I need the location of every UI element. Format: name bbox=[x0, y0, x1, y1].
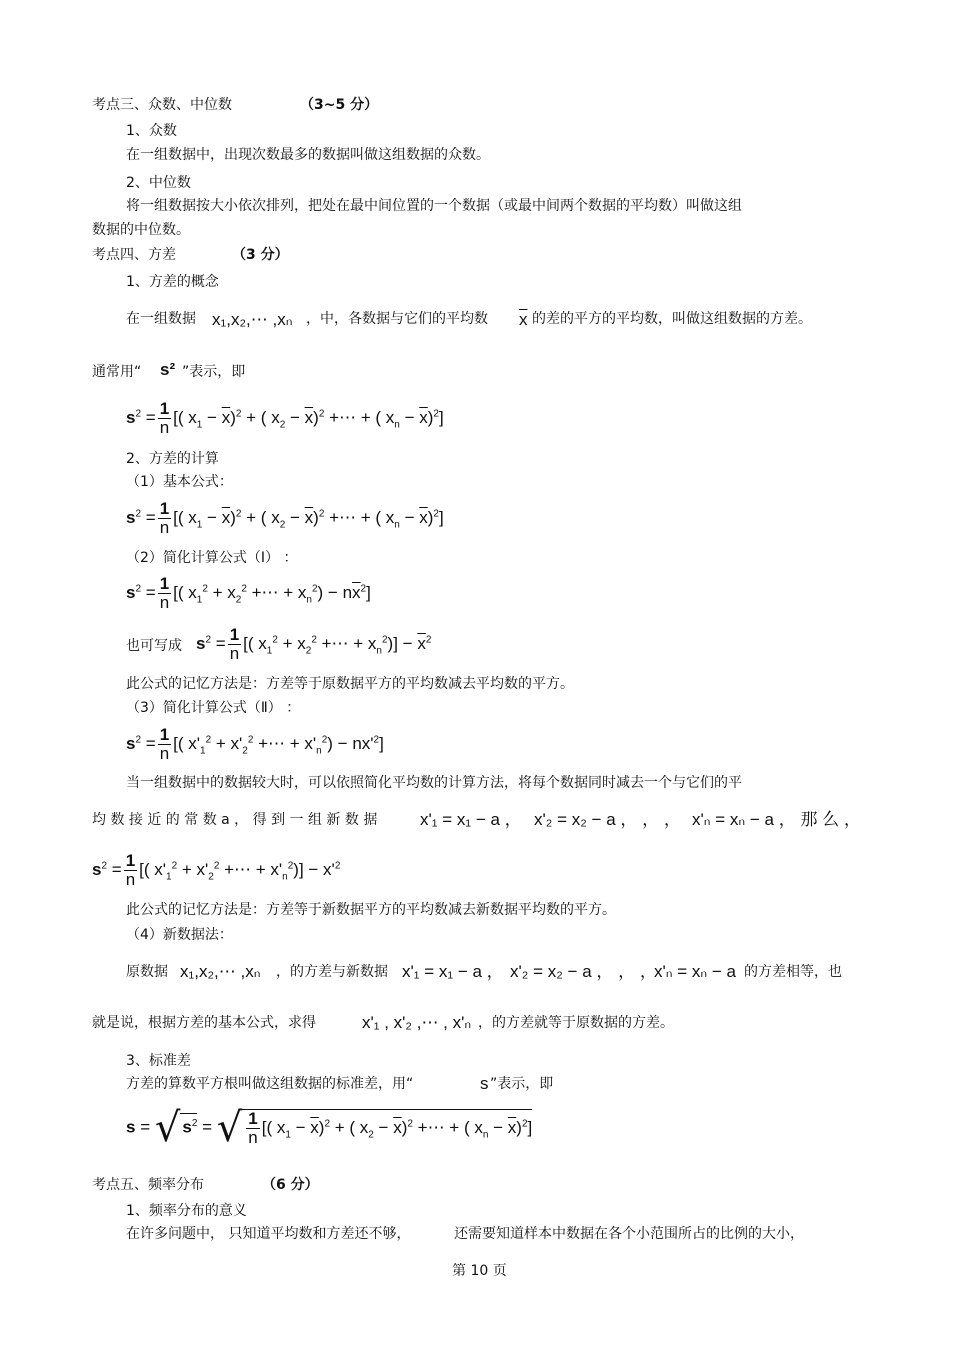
orig-seq: x₁,x₂,⋯ ,xₙ bbox=[180, 962, 261, 981]
freq-dist-text-b: 还需要知道样本中数据在各个小范围所占的比例的大小， bbox=[454, 1226, 804, 1242]
memo-2: 此公式的记忆方法是：方差等于新数据平方的平均数减去新数据平均数的平方。 bbox=[126, 902, 616, 918]
std-dev-text-b: ”表示，即 bbox=[490, 1076, 554, 1092]
memo-1: 此公式的记忆方法是：方差等于原数据平方的平均数减去平均数的平方。 bbox=[126, 676, 574, 692]
variance-formula-1: $s^2$ = $\frac{1}{n}$ [( $x_1 - \overline{x})^2$ + ( $x_2 - \overline{x})^2$ +⋯ + ( $x_n - \overline{x})^2$] bbox=[126, 399, 444, 437]
usual-text-a: 通常用“ bbox=[92, 364, 142, 380]
usual-text-b: ”表示，即 bbox=[182, 364, 246, 380]
section-4-score: （3 分） bbox=[232, 247, 289, 263]
page-number: 第 10 页 bbox=[452, 1263, 507, 1279]
mode-text: 在一组数据中，出现次数最多的数据叫做这组数据的众数。 bbox=[126, 147, 490, 163]
say-seq: x'₁ , x'₂ ,⋯ , x'ₙ bbox=[362, 1013, 472, 1032]
orig-eq-3: x'ₙ = xₙ − a bbox=[654, 962, 736, 981]
variance-calc-title: 2、方差的计算 bbox=[126, 451, 219, 467]
std-dev-sym: s bbox=[480, 1074, 489, 1093]
freq-dist-title: 1、频率分布的意义 bbox=[126, 1203, 247, 1219]
say-text-a: 就是说，根据方差的基本公式，求得 bbox=[92, 1015, 316, 1031]
std-dev-formula: s = √ $s^2$ = √ $\frac{1}{n}$ [( $x_1 - \overline{x})^2$ + ( $x_2 - \overline{x})^2$ +⋯ + ( $x_n - \overline{x})^2$] bbox=[126, 1105, 533, 1151]
basic-formula-label: （1）基本公式： bbox=[126, 474, 233, 490]
orig-eq-1: x'₁ = x₁ − a ， bbox=[402, 962, 504, 981]
large-data-xnp: x'ₙ = xₙ − a ， 那 么 ， bbox=[692, 810, 861, 829]
median-text-a: 将一组数据按大小依次排列，把处在最中间位置的一个数据（或最中间两个数据的平均数）叫做这组 bbox=[126, 198, 742, 214]
variance-concept-seq: x₁,x₂,⋯ ,xₙ bbox=[212, 310, 293, 329]
variance-formula-new: $s^2$ = $\frac{1}{n}$ [( $x'_1^2 + x'_2^2$ +⋯ + $x'_n^2)] - x'^2$ bbox=[92, 851, 341, 889]
section-3-heading: 考点三、众数、中位数 bbox=[92, 97, 232, 113]
orig-text-b: ，的方差与新数据 bbox=[276, 964, 388, 980]
section-5-score: （6 分） bbox=[262, 1177, 319, 1193]
std-dev-title: 3、标准差 bbox=[126, 1053, 191, 1069]
orig-eq-2: x'₂ = x₂ − a ， ， ， bbox=[510, 962, 657, 981]
large-data-x2p: x'₂ = x₂ − a ， ， ， bbox=[534, 810, 681, 829]
say-text-b: ，的方差就等于原数据的方差。 bbox=[478, 1015, 674, 1031]
new-data-method-label: （4）新数据法： bbox=[126, 927, 233, 943]
simplified-formula-1-label: （2）简化计算公式（Ⅰ） ： bbox=[126, 550, 298, 566]
large-data-text-a: 当一组数据中的数据较大时，可以依照简化平均数的计算方法，将每个数据同时减去一个与它们的平 bbox=[126, 775, 742, 791]
large-data-text-b: 均 数 接 近 的 常 数 a ， 得 到 一 组 新 数 据 bbox=[92, 812, 378, 828]
variance-concept-text-c: 的差的平方的平均数，叫做这组数据的方差。 bbox=[532, 311, 812, 327]
std-dev-text-a: 方差的算数平方根叫做这组数据的标准差，用“ bbox=[126, 1076, 414, 1092]
median-text-b: 数据的中位数。 bbox=[92, 222, 190, 238]
median-title: 2、中位数 bbox=[126, 175, 191, 191]
mode-title: 1、众数 bbox=[126, 123, 177, 139]
variance-formula-simplified-1: $s^2$ = $\frac{1}{n}$ [( $x_1^2 + x_2^2$ +⋯ + $x_n^2) - n\overline{x}^2$] bbox=[126, 574, 371, 612]
variance-concept-title: 1、方差的概念 bbox=[126, 274, 219, 290]
variance-concept-text-b: ，中，各数据与它们的平均数 bbox=[306, 311, 488, 327]
large-data-x1p: x'₁ = x₁ − a ， bbox=[420, 810, 522, 829]
variance-formula-alt: $s^2$ = $\frac{1}{n}$ [( $x_1^2 + x_2^2$ +⋯ + $x_n^2)] - \overline{x}^2$ bbox=[196, 625, 432, 663]
usual-sym: s² bbox=[160, 360, 176, 379]
variance-formula-simplified-2: $s^2$ = $\frac{1}{n}$ [( $x'_1^2 + x'_2^2$ +⋯ + $x'_n^2) - nx'^2$] bbox=[126, 725, 384, 763]
orig-text-a: 原数据 bbox=[126, 964, 168, 980]
freq-dist-text-a: 在许多问题中， 只知道平均数和方差还不够， bbox=[126, 1226, 411, 1242]
also-written-label: 也可写成 bbox=[126, 638, 182, 654]
variance-concept-xbar: $\overline{x}$ bbox=[519, 310, 528, 329]
variance-formula-basic: $s^2$ = $\frac{1}{n}$ [( $x_1 - \overline{x})^2$ + ( $x_2 - \overline{x})^2$ +⋯ + ( $x_n - \overline{x})^2$] bbox=[126, 499, 444, 537]
simplified-formula-2-label: （3）简化计算公式（Ⅱ） ： bbox=[126, 700, 301, 716]
section-4-heading: 考点四、方差 bbox=[92, 247, 176, 263]
variance-concept-text-a: 在一组数据 bbox=[126, 311, 196, 327]
orig-text-c: 的方差相等，也 bbox=[744, 964, 842, 980]
section-5-heading: 考点五、频率分布 bbox=[92, 1177, 204, 1193]
section-3-score: （3~5 分） bbox=[300, 97, 379, 113]
